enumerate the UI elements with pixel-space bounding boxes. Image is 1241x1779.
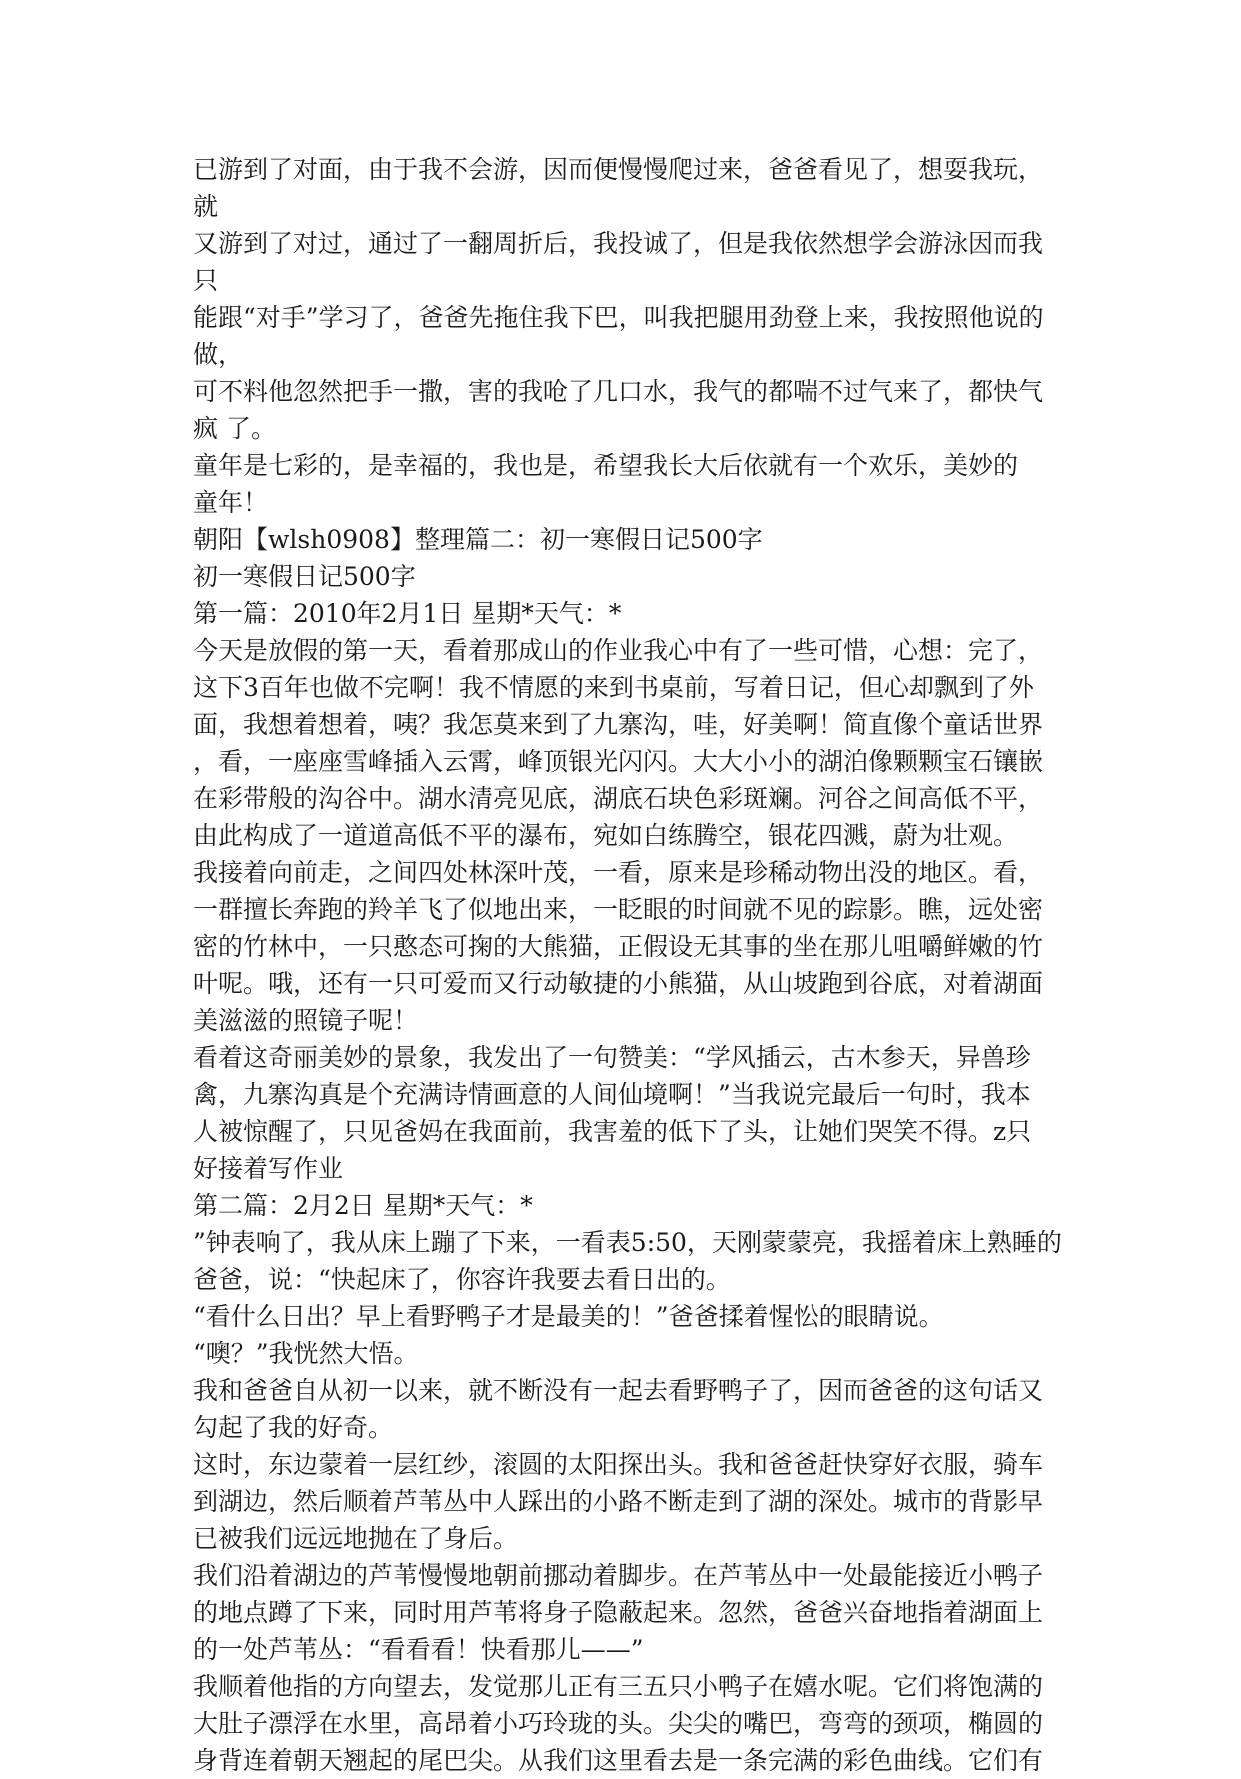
- text-line: 的地点蹲了下来，同时用芦苇将身子隐蔽起来。忽然，爸爸兴奋地指着湖面上: [193, 1598, 1044, 1627]
- text-line: 今天是放假的第一天，看着那成山的作业我心中有了一些可惜，心想：完了，: [193, 636, 1044, 665]
- text-line: 我和爸爸自从初一以来，就不断没有一起去看野鸭子了，因而爸爸的这句话又: [193, 1376, 1044, 1405]
- text-line: “噢？”我恍然大悟。: [193, 1339, 419, 1368]
- text-line: 能跟“对手”学习了，爸爸先拖住我下巴，叫我把腿用劲登上来，我按照他说的: [193, 303, 1044, 332]
- text-line: 我顺着他指的方向望去，发觉那儿正有三五只小鸭子在嬉水呢。它们将饱满的: [193, 1672, 1044, 1701]
- article-title: 初一寒假日记500字: [193, 562, 416, 591]
- text-line: 在彩带般的沟谷中。湖水清亮见底，湖底石块色彩斑斓。河谷之间高低不平，: [193, 784, 1044, 813]
- text-line: ，看，一座座雪峰插入云霄，峰顶银光闪闪。大大小小的湖泊像颗颗宝石镶嵌: [193, 747, 1044, 776]
- entry-heading: 第二篇：2月2日 星期*天气：*: [193, 1191, 533, 1220]
- text-line: 做，: [193, 340, 244, 369]
- text-line: 勾起了我的好奇。: [193, 1413, 394, 1442]
- text-line: 童年是七彩的，是幸福的，我也是，希望我长大后依就有一个欢乐，美妙的: [193, 451, 1019, 480]
- text-line: 禽，九寨沟真是个充满诗情画意的人间仙境啊！”当我说完最后一句时，我本: [193, 1080, 1031, 1109]
- text-line: 就: [193, 192, 219, 221]
- text-line: 又游到了对过，通过了一翻周折后，我投诚了，但是我依然想学会游泳因而我: [193, 229, 1044, 258]
- text-line: 爸爸，说：“快起床了，你容许我要去看日出的。: [193, 1265, 731, 1294]
- text-line: 密的竹林中，一只憨态可掬的大熊猫，正假设无其事的坐在那儿咀嚼鲜嫩的竹: [193, 932, 1044, 961]
- text-line: 叶呢。哦，还有一只可爱而又行动敏捷的小熊猫，从山坡跑到谷底，对着湖面: [193, 969, 1044, 998]
- text-line: 一群擅长奔跑的羚羊飞了似地出来，一眨眼的时间就不见的踪影。瞧，远处密: [193, 895, 1044, 924]
- text-line: 我接着向前走，之间四处林深叶茂，一看，原来是珍稀动物出没的地区。看，: [193, 858, 1044, 887]
- text-line: 的一处芦苇丛：“看看看！快看那儿——”: [193, 1635, 644, 1664]
- text-line: 身背连着朝天翘起的尾巴尖。从我们这里看去是一条完满的彩色曲线。它们有: [193, 1746, 1044, 1775]
- text-line: 面，我想着想着，咦？我怎莫来到了九寨沟，哇，好美啊！简直像个童话世界: [193, 710, 1044, 739]
- text-line: 童年！: [193, 488, 269, 517]
- text-line: 美滋滋的照镜子呢！: [193, 1006, 419, 1035]
- text-line: 这时，东边蒙着一层红纱，滚圆的太阳探出头。我和爸爸赶快穿好衣服，骑车: [193, 1450, 1044, 1479]
- text-line: 好接着写作业: [193, 1154, 344, 1183]
- entry-heading: 第一篇：2010年2月1日 星期*天气：*: [193, 599, 622, 628]
- text-line: “看什么日出？早上看野鸭子才是最美的！”爸爸揉着惺忪的眼睛说。: [193, 1302, 944, 1331]
- text-line: 由此构成了一道道高低不平的瀑布，宛如白练腾空，银花四溅，蔚为壮观。: [193, 821, 1019, 850]
- text-line: 大肚子漂浮在水里，高昂着小巧玲珑的头。尖尖的嘴巴，弯弯的颈项，椭圆的: [193, 1709, 1044, 1738]
- text-line: 这下3百年也做不完啊！我不情愿的来到书桌前，写着日记，但心却飘到了外: [193, 673, 1034, 702]
- text-line: 到湖边，然后顺着芦苇丛中人踩出的小路不断走到了湖的深处。城市的背影早: [193, 1487, 1044, 1516]
- document-body: [193, 151, 1063, 1779]
- text-line: 只: [193, 266, 219, 295]
- text-line: 我们沿着湖边的芦苇慢慢地朝前挪动着脚步。在芦苇丛中一处最能接近小鸭子: [193, 1561, 1044, 1590]
- text-line: 看着这奇丽美妙的景象，我发出了一句赞美：“学风插云，古木参天，异兽珍: [193, 1043, 1031, 1072]
- text-line: 人被惊醒了，只见爸妈在我面前，我害羞的低下了头，让她们哭笑不得。z只: [193, 1117, 1032, 1146]
- section-heading: 朝阳【wlsh0908】整理篇二：初一寒假日记500字: [193, 525, 763, 554]
- text-line: ”钟表响了，我从床上蹦了下来，一看表5:50，天刚蒙蒙亮，我摇着床上熟睡的: [193, 1228, 1062, 1257]
- text-line: 疯 了。: [193, 414, 276, 443]
- text-line: 可不料他忽然把手一撒，害的我呛了几口水，我气的都喘不过气来了，都快气: [193, 377, 1044, 406]
- text-line: 已游到了对面，由于我不会游，因而便慢慢爬过来，爸爸看见了，想耍我玩，: [193, 155, 1044, 184]
- text-line: 已被我们远远地抛在了身后。: [193, 1524, 519, 1553]
